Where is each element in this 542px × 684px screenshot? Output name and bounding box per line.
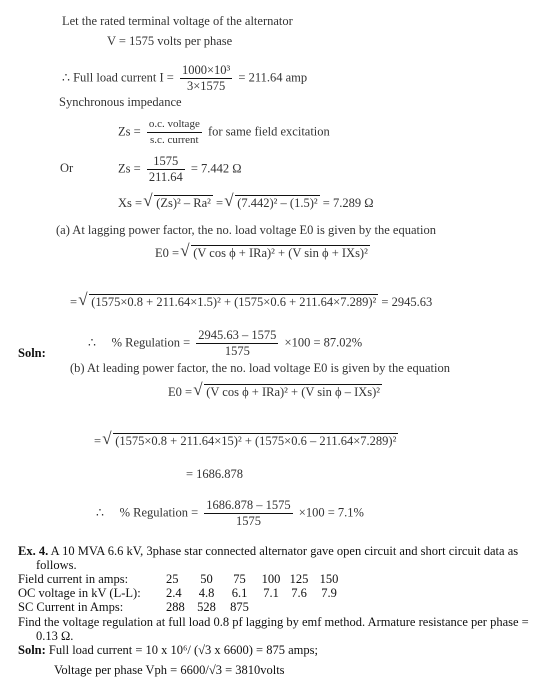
flc-label: ∴ Full load current I = bbox=[62, 70, 174, 85]
table-cell: 7.1 bbox=[263, 586, 279, 600]
part-b-text: (b) At leading power factor, the no. load voltage E0 is given by the equation bbox=[70, 361, 450, 375]
table-cell: 100 bbox=[261, 572, 281, 586]
reg1-therefore: ∴ bbox=[88, 335, 96, 350]
table-cell: 25 bbox=[166, 572, 179, 586]
xs-lhs: Xs = bbox=[118, 196, 143, 210]
eq1-lagging bbox=[155, 246, 370, 261]
ex4-title: Ex. 4. bbox=[18, 544, 49, 558]
ex4-soln-text: Full load current = 10 x 10⁶/ (√3 x 6600) = 875 amps; bbox=[48, 643, 318, 657]
table-cell: 7.9 bbox=[321, 586, 337, 600]
xs-result: = 7.289 Ω bbox=[322, 196, 374, 210]
eq2-sqrt bbox=[195, 385, 382, 400]
xs-equation bbox=[118, 196, 373, 211]
reg2-therefore: ∴ bbox=[96, 505, 104, 520]
zs2-numerator: 1575 bbox=[153, 154, 179, 168]
ex4-soln-label: Soln: bbox=[18, 643, 46, 657]
calc1-result: = 2945.63 bbox=[381, 295, 433, 309]
eq2-lhs: E0 = bbox=[168, 385, 193, 399]
table-cell: 4.8 bbox=[198, 586, 215, 600]
calc1-eq: = bbox=[70, 295, 78, 309]
soln-label: Soln: bbox=[18, 346, 46, 360]
table-cell: 6.1 bbox=[231, 586, 248, 600]
table-cell: 125 bbox=[289, 572, 309, 586]
reg2-result: ×100 = 7.1% bbox=[298, 505, 364, 520]
zs2-denominator: 211.64 bbox=[148, 170, 183, 184]
ex4-solution-line1 bbox=[18, 643, 318, 658]
eq1-lhs: E0 = bbox=[155, 246, 180, 260]
regulation1-eq bbox=[88, 328, 362, 359]
eq2-radicand: (V cos ϕ + IRa)² + (V sin ϕ – IXs)² bbox=[206, 385, 381, 399]
table-cell: 150 bbox=[319, 572, 339, 586]
reg2-label: % Regulation = bbox=[119, 505, 199, 520]
calc2-radicand: (1575×0.8 + 211.64×15)² + (1575×0.6 – 211.64×7.289)² bbox=[115, 434, 397, 448]
table-cell bbox=[258, 600, 284, 614]
regulation2-eq bbox=[96, 498, 364, 529]
table-cell: 2.4 bbox=[166, 586, 182, 600]
calc2-eq: = bbox=[94, 434, 102, 448]
zs2-result: = 7.442 Ω bbox=[190, 161, 242, 176]
ex4-statement-line1 bbox=[18, 544, 518, 559]
zs1-denominator: s.c. current bbox=[147, 132, 202, 148]
zs1-tail: for same field excitation bbox=[207, 124, 330, 139]
table-cell: 528 bbox=[197, 600, 216, 614]
table-cell: 288 bbox=[166, 600, 185, 614]
reg1-fraction bbox=[196, 328, 278, 359]
table-row bbox=[18, 572, 344, 586]
table-cell: 75 bbox=[233, 572, 246, 586]
reg2-denominator: 1575 bbox=[204, 513, 292, 529]
full-load-current-eq bbox=[62, 63, 307, 94]
flc-result: = 211.64 amp bbox=[238, 70, 308, 85]
xs-mid: = bbox=[216, 196, 224, 210]
calc2-sqrt bbox=[104, 434, 398, 449]
calc2-leading bbox=[94, 434, 398, 449]
xs-sqrt-2 bbox=[226, 196, 319, 211]
oc-sc-data-table bbox=[18, 572, 344, 614]
xs-sqrt-1 bbox=[145, 196, 213, 211]
intro-text: Let the rated terminal voltage of the alternator bbox=[62, 14, 293, 28]
calc2-result: = 1686.878 bbox=[186, 467, 244, 481]
calc1-radicand: (1575×0.8 + 211.64×1.5)² + (1575×0.6 + 211.64×7.289)² bbox=[91, 295, 377, 309]
zs1-label: Zs = bbox=[118, 124, 141, 139]
table-cell bbox=[314, 600, 344, 614]
table-cell: 7.6 bbox=[291, 586, 307, 600]
ex4-question-line2: 0.13 Ω. bbox=[36, 629, 74, 643]
reg1-result: ×100 = 87.02% bbox=[284, 335, 363, 350]
table-row bbox=[18, 586, 344, 600]
flc-fraction bbox=[180, 63, 232, 94]
sync-impedance-label: Synchronous impedance bbox=[59, 95, 182, 109]
part-a-text: (a) At lagging power factor, the no. load voltage E0 is given by the equation bbox=[56, 223, 436, 237]
reg1-numerator: 2945.63 – 1575 bbox=[198, 328, 277, 342]
zs-definition-eq bbox=[118, 117, 330, 148]
reg1-label: % Regulation = bbox=[111, 335, 191, 350]
calc1-lagging bbox=[70, 295, 432, 310]
table-cell: 50 bbox=[200, 572, 213, 586]
row-label: OC voltage in kV (L-L): bbox=[18, 586, 141, 600]
reg2-numerator: 1686.878 – 1575 bbox=[206, 498, 291, 512]
zs-value-eq bbox=[118, 154, 242, 185]
ex4-statement1: A 10 MVA 6.6 kV, 3phase star connected alternator gave open circuit and short circuit data as bbox=[50, 544, 519, 558]
or-label: Or bbox=[60, 161, 74, 175]
zs1-numerator: o.c. voltage bbox=[148, 118, 200, 130]
table-cell: 875 bbox=[230, 600, 249, 614]
ex4-question-line1: Find the voltage regulation at full load 0.8 pf lagging by emf method. Armature resistance per phase = bbox=[18, 615, 529, 629]
table-cell bbox=[284, 600, 314, 614]
reg2-fraction bbox=[204, 498, 292, 529]
flc-denominator: 3×1575 bbox=[180, 78, 232, 94]
flc-numerator: 1000×10³ bbox=[181, 63, 231, 77]
row-label: SC Current in Amps: bbox=[18, 600, 124, 614]
eq1-radicand: (V cos ϕ + IRa)² + (V sin ϕ + IXs)² bbox=[193, 246, 368, 260]
zs2-label: Zs = bbox=[118, 161, 141, 176]
calc1-sqrt bbox=[80, 295, 378, 310]
table-row bbox=[18, 600, 344, 614]
ex4-vph-line: Voltage per phase Vph = 6600/√3 = 3810volts bbox=[54, 663, 285, 677]
xs-radicand-2: (7.442)² – (1.5)² bbox=[237, 196, 318, 210]
row-label: Field current in amps: bbox=[18, 572, 129, 586]
zs2-fraction bbox=[147, 154, 185, 185]
zs1-fraction bbox=[147, 117, 202, 148]
reg1-denominator: 1575 bbox=[196, 343, 278, 359]
eq1-sqrt bbox=[182, 246, 370, 261]
eq2-leading bbox=[168, 385, 382, 400]
ex4-statement-line2: follows. bbox=[36, 558, 77, 572]
xs-radicand-1: (Zs)² – Ra² bbox=[156, 196, 211, 210]
voltage-equation: V = 1575 volts per phase bbox=[107, 34, 233, 48]
